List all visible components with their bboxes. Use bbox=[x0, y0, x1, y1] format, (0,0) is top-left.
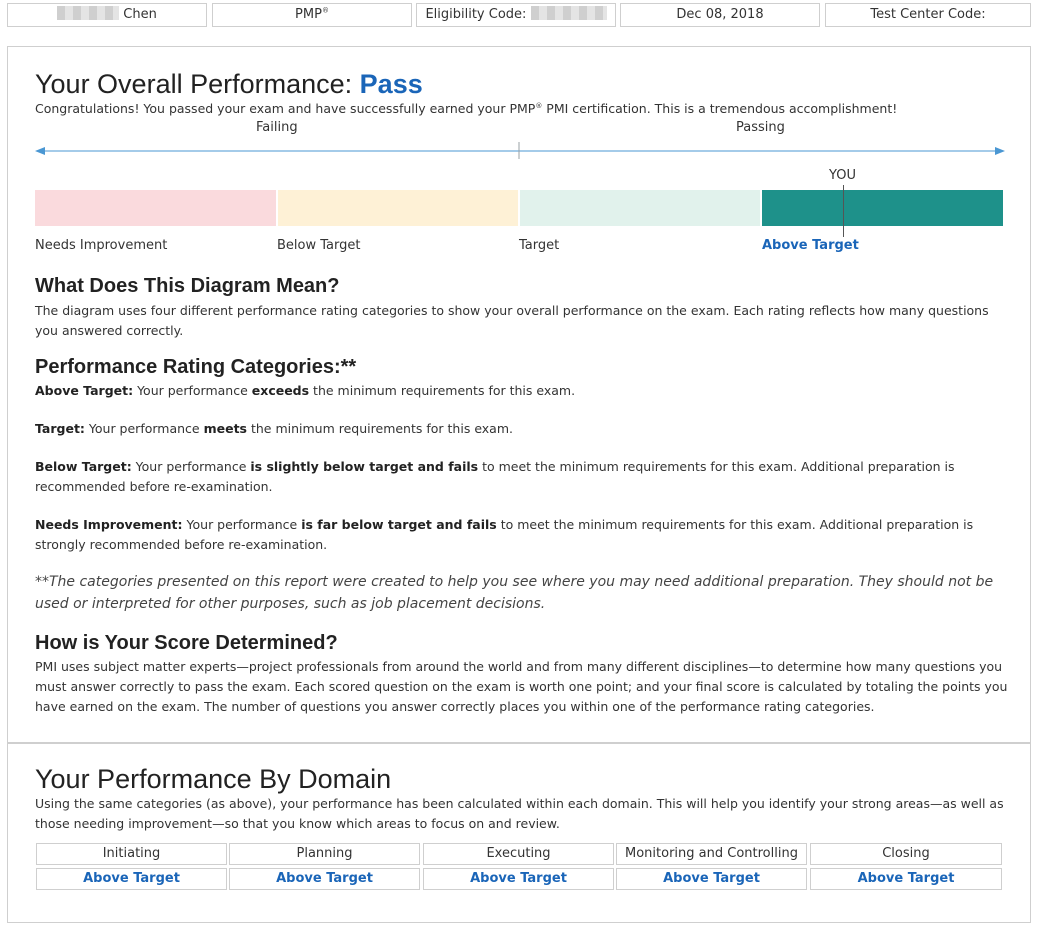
registered-mark: ® bbox=[321, 6, 329, 15]
diagram-text: The diagram uses four different performance rating categories to show your overall performance on the exam. Each rating reflects how many questions you answered correctly. bbox=[35, 303, 989, 338]
rating-categories-heading: Performance Rating Categories:** bbox=[35, 356, 357, 378]
rating-target-label: Target: bbox=[35, 421, 85, 436]
result-badge: Pass bbox=[359, 69, 423, 99]
you-label: YOU bbox=[829, 168, 856, 183]
bar-needs-improvement bbox=[35, 190, 276, 226]
exam-date-cell bbox=[620, 3, 820, 27]
you-marker bbox=[843, 185, 844, 237]
rating-target-post: the minimum requirements for this exam. bbox=[247, 421, 513, 436]
test-center-cell bbox=[825, 3, 1031, 27]
domain-col-monitoring: Monitoring and Controlling bbox=[616, 843, 807, 865]
redacted-eligibility-code bbox=[531, 6, 607, 20]
domain-col-closing: Closing bbox=[810, 843, 1002, 865]
redacted-first-name bbox=[57, 6, 119, 20]
domain-col-executing: Executing bbox=[423, 843, 614, 865]
diagram-heading: What Does This Diagram Mean? bbox=[35, 275, 340, 297]
rating-needs-improvement bbox=[35, 515, 995, 555]
category-label-above-target: Above Target bbox=[762, 238, 859, 253]
domain-title: Your Performance By Domain bbox=[35, 764, 392, 794]
exam-cell bbox=[212, 3, 412, 27]
domain-col-planning: Planning bbox=[229, 843, 420, 865]
domain-val-monitoring: Above Target bbox=[616, 868, 807, 890]
domain-val-closing: Above Target bbox=[810, 868, 1002, 890]
category-label-target: Target bbox=[519, 238, 560, 253]
categories-footnote: **The categories presented on this report were created to help you see where you may need additional preparation. They should not be used or interpreted for other purposes, such as job placement decisions. bbox=[35, 574, 994, 612]
scale-arrow bbox=[8, 137, 1032, 167]
domain-performance-panel bbox=[7, 743, 1031, 923]
domain-val-planning: Above Target bbox=[229, 868, 420, 890]
rating-below-target bbox=[35, 457, 995, 497]
rating-above-label: Above Target: bbox=[35, 383, 134, 398]
candidate-last-name: Chen bbox=[123, 7, 157, 22]
rating-above-post: the minimum requirements for this exam. bbox=[309, 383, 576, 398]
test-center-label: Test Center Code: bbox=[870, 7, 986, 22]
category-label-below-target: Below Target bbox=[277, 238, 361, 253]
rating-above-pre: Your performance bbox=[133, 383, 252, 398]
bar-below-target bbox=[278, 190, 518, 226]
rating-below-post: to meet the minimum requirements for this exam. Additional preparation is recommended before re-examination. bbox=[35, 459, 955, 494]
category-label-needs-improvement: Needs Improvement bbox=[35, 238, 168, 253]
bar-above-target bbox=[762, 190, 1003, 226]
overall-title-text: Your Overall Performance: bbox=[35, 69, 353, 99]
congrats-mark: ® bbox=[535, 101, 543, 110]
rating-below-bold: is slightly below target and fails bbox=[250, 459, 479, 474]
exam-name: PMP bbox=[295, 7, 322, 22]
eligibility-code-cell bbox=[416, 3, 616, 27]
rating-below-pre: Your performance bbox=[131, 459, 251, 474]
rating-target bbox=[35, 419, 1010, 439]
rating-target-pre: Your performance bbox=[84, 421, 204, 436]
rating-target-bold: meets bbox=[203, 421, 247, 436]
rating-needs-pre: Your performance bbox=[182, 517, 302, 532]
congratulations-text bbox=[35, 99, 897, 119]
rating-needs-label: Needs Improvement: bbox=[35, 517, 183, 532]
score-heading: How is Your Score Determined? bbox=[35, 632, 338, 654]
rating-below-label: Below Target: bbox=[35, 459, 132, 474]
domain-text: Using the same categories (as above), your performance has been calculated within each domain. This will help you identify your strong areas—as well as those needing improvement—so that you know which areas to focus on and review. bbox=[35, 796, 1004, 831]
congrats-post: PMI certification. This is a tremendous accomplishment! bbox=[542, 101, 898, 116]
congrats-pre: Congratulations! You passed your exam and have successfully earned your PMP bbox=[35, 101, 536, 116]
domain-val-executing: Above Target bbox=[423, 868, 614, 890]
passing-label: Passing bbox=[736, 120, 785, 135]
rating-above-target bbox=[35, 381, 1010, 401]
rating-above-bold: exceeds bbox=[251, 383, 310, 398]
rating-needs-post: to meet the minimum requirements for this exam. Additional preparation is strongly recommended before re-examination. bbox=[35, 517, 974, 552]
rating-needs-bold: is far below target and fails bbox=[301, 517, 497, 532]
candidate-name-cell bbox=[7, 3, 207, 27]
failing-label: Failing bbox=[256, 120, 298, 135]
domain-col-initiating: Initiating bbox=[36, 843, 227, 865]
exam-date: Dec 08, 2018 bbox=[676, 7, 764, 22]
overall-performance-title bbox=[35, 69, 423, 100]
bar-target bbox=[520, 190, 760, 226]
eligibility-code-label: Eligibility Code: bbox=[425, 7, 527, 22]
domain-val-initiating: Above Target bbox=[36, 868, 227, 890]
score-text: PMI uses subject matter experts—project professionals from around the world and from many different disciplines—to determine how many questions you must answer correctly to pass the exam. Each scored question on the exam is worth one point; and your final score is calculated by totaling the points you have earned on the exam. The number of questions you answer correctly places you within one of the performance rating categories. bbox=[35, 659, 1008, 714]
overall-performance-panel bbox=[7, 46, 1031, 743]
